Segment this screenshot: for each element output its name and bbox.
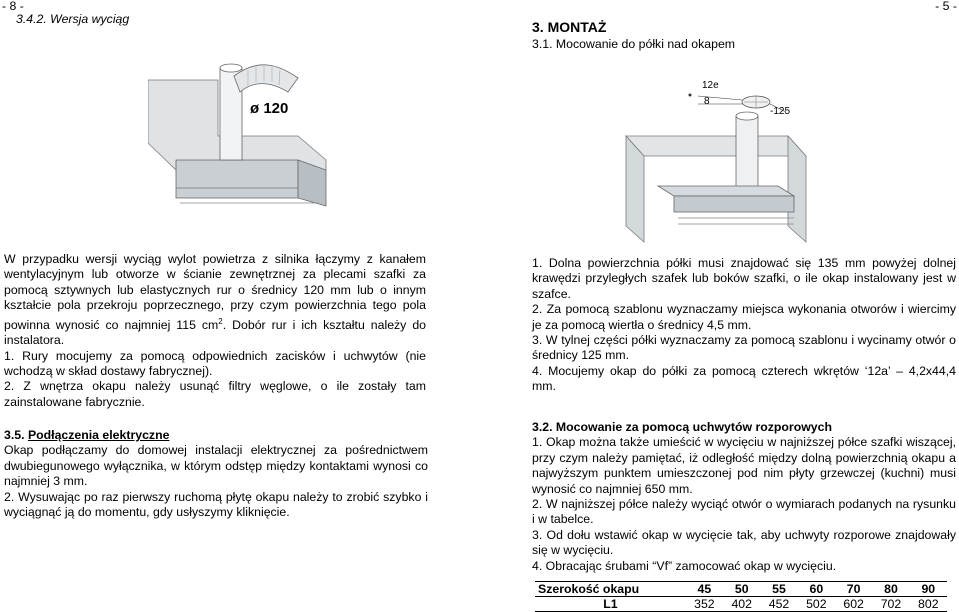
right-step-2: 2. Za pomocą szablonu wyznaczamy miejsca wykonania otworów i wiercimy je za pomocą wiertła o średnicy 4,5 mm.: [532, 302, 956, 332]
page-number-left: - 8 -: [2, 0, 24, 13]
brackets-heading: 3.2. Mocowanie za pomocą uchwytów rozporowych: [532, 420, 832, 434]
brackets-step-2: 2. W najniższej półce należy wyciąć otwór o wymiarach podanych na rysunku i w tabelce.: [532, 497, 956, 527]
pipe-diameter-label: ø 120: [250, 100, 289, 117]
table-cell: 80: [872, 582, 909, 597]
table-cell: 45: [686, 582, 723, 597]
table-cell: 452: [760, 597, 797, 612]
right-step-4: 4. Mocujemy okap do półki za pomocą czterech wkrętów ‘12a’ – 4,2x44,4 mm.: [532, 363, 956, 394]
electrical-section: [4, 428, 428, 520]
right-step-3: 3. W tylnej części półki wyznaczamy za pomocą szablonu i wycinamy otwór o średnicy 125 mm.: [532, 333, 956, 363]
table-row-label: Szerokość okapu: [535, 582, 686, 597]
label-8: 8: [704, 96, 710, 107]
table-cell: 50: [723, 582, 760, 597]
table-cell: 802: [910, 597, 947, 612]
electrical-paragraph-1: Okap podłączamy do domowej instalacji elektrycznej za pośrednictwem dwubiegunowego wyłącznika, w którym odstęp między kontaktami wynosi co najmniej 3 mm.: [4, 443, 428, 489]
intro-text-a: W przypadku wersji wyciąg wylot powietrza z silnika łączymy z kanałem wentylacyjnym lub otworze w ścianie zewnętrznej za plecami szafki za pomocą sztywnych lub elastycznych rur o średnicy 120 mm lub o innym kształcie pola przekroju poprzecznego, przy czym powierzchnia tego pola powinna wynosić co najmniej 115 cm: [4, 252, 426, 332]
table-cell: 70: [835, 582, 872, 597]
table-row: [535, 582, 947, 597]
hood-width-table: [535, 581, 947, 612]
table-row-label: L1: [535, 597, 686, 612]
table-row: [535, 597, 947, 612]
electrical-paragraph-2: 2. Wysuwając po raz pierwszy ruchomą płytę okapu należy to zrobić szybko i wyciągnąć ją do momentu, gdy usłyszymy kliknięcie.: [4, 489, 428, 520]
intro-paragraph: [4, 252, 426, 349]
table-cell: 55: [760, 582, 797, 597]
right-steps-block: [532, 256, 956, 395]
electrical-heading-number: 3.5.: [4, 428, 28, 442]
step-1-paragraph: 1. Rury mocujemy za pomocą odpowiednich zacisków i uchwytów (nie wchodzą w skład dostawy fabrycznej).: [4, 348, 426, 378]
table-cell: 502: [798, 597, 835, 612]
table-cell: 60: [798, 582, 835, 597]
step-2-paragraph: 2. Z wnętrza okapu należy usunąć filtry węglowe, o ile zostały tam zainstalowane fabrycznie.: [4, 379, 426, 409]
shelf-mounting-illustration: [618, 66, 808, 246]
table-cell: 90: [910, 582, 947, 597]
label-12e: 12e: [702, 80, 719, 91]
chapter-title: 3. MONTAŻ: [532, 19, 607, 35]
intro-text-b: . Dobór rur i ich kształtu należy do instalatora.: [4, 317, 427, 348]
label-125: -125: [770, 106, 791, 117]
hood-vent-illustration: [148, 48, 328, 218]
left-text-block: [4, 252, 426, 410]
section-title-right: 3.1. Mocowanie do półki nad okapem: [532, 37, 736, 51]
area-unit-superscript: 2: [218, 316, 223, 326]
table-cell: 402: [723, 597, 760, 612]
brackets-section: [532, 420, 956, 574]
brackets-step-1: 1. Okap można także umieścić w wycięciu w najniższej półce szafki wiszącej, przy czym należy pamiętać, iż odległość między dolną powierzchnią okapu a najwyższym punktem umieszczonej pod nim płyty grzewczej (kuchni) musi wynosić co najmniej 650 mm.: [532, 435, 956, 496]
page-number-right: - 5 -: [935, 0, 957, 13]
right-step-1: 1. Dolna powierzchnia półki musi znajdować się 135 mm powyżej dolnej krawędzi przyległych szafek lub boków szafki, o ile okap instalowany jest w szafce.: [532, 256, 956, 301]
table-cell: 702: [872, 597, 909, 612]
table-cell: 602: [835, 597, 872, 612]
table-cell: 352: [686, 597, 723, 612]
electrical-heading-text: Podłączenia elektryczne: [27, 428, 170, 442]
brackets-step-3: 3. Od dołu wstawić okap w wycięcie tak, aby uchwyty rozporowe znajdowały się w wycięciu.: [532, 527, 956, 558]
electrical-heading: [4, 428, 428, 443]
brackets-step-4: 4. Obracając śrubami “Vf” zamocować okap w wycięciu.: [532, 558, 837, 573]
section-title-left: 3.4.2. Wersja wyciąg: [16, 12, 130, 26]
